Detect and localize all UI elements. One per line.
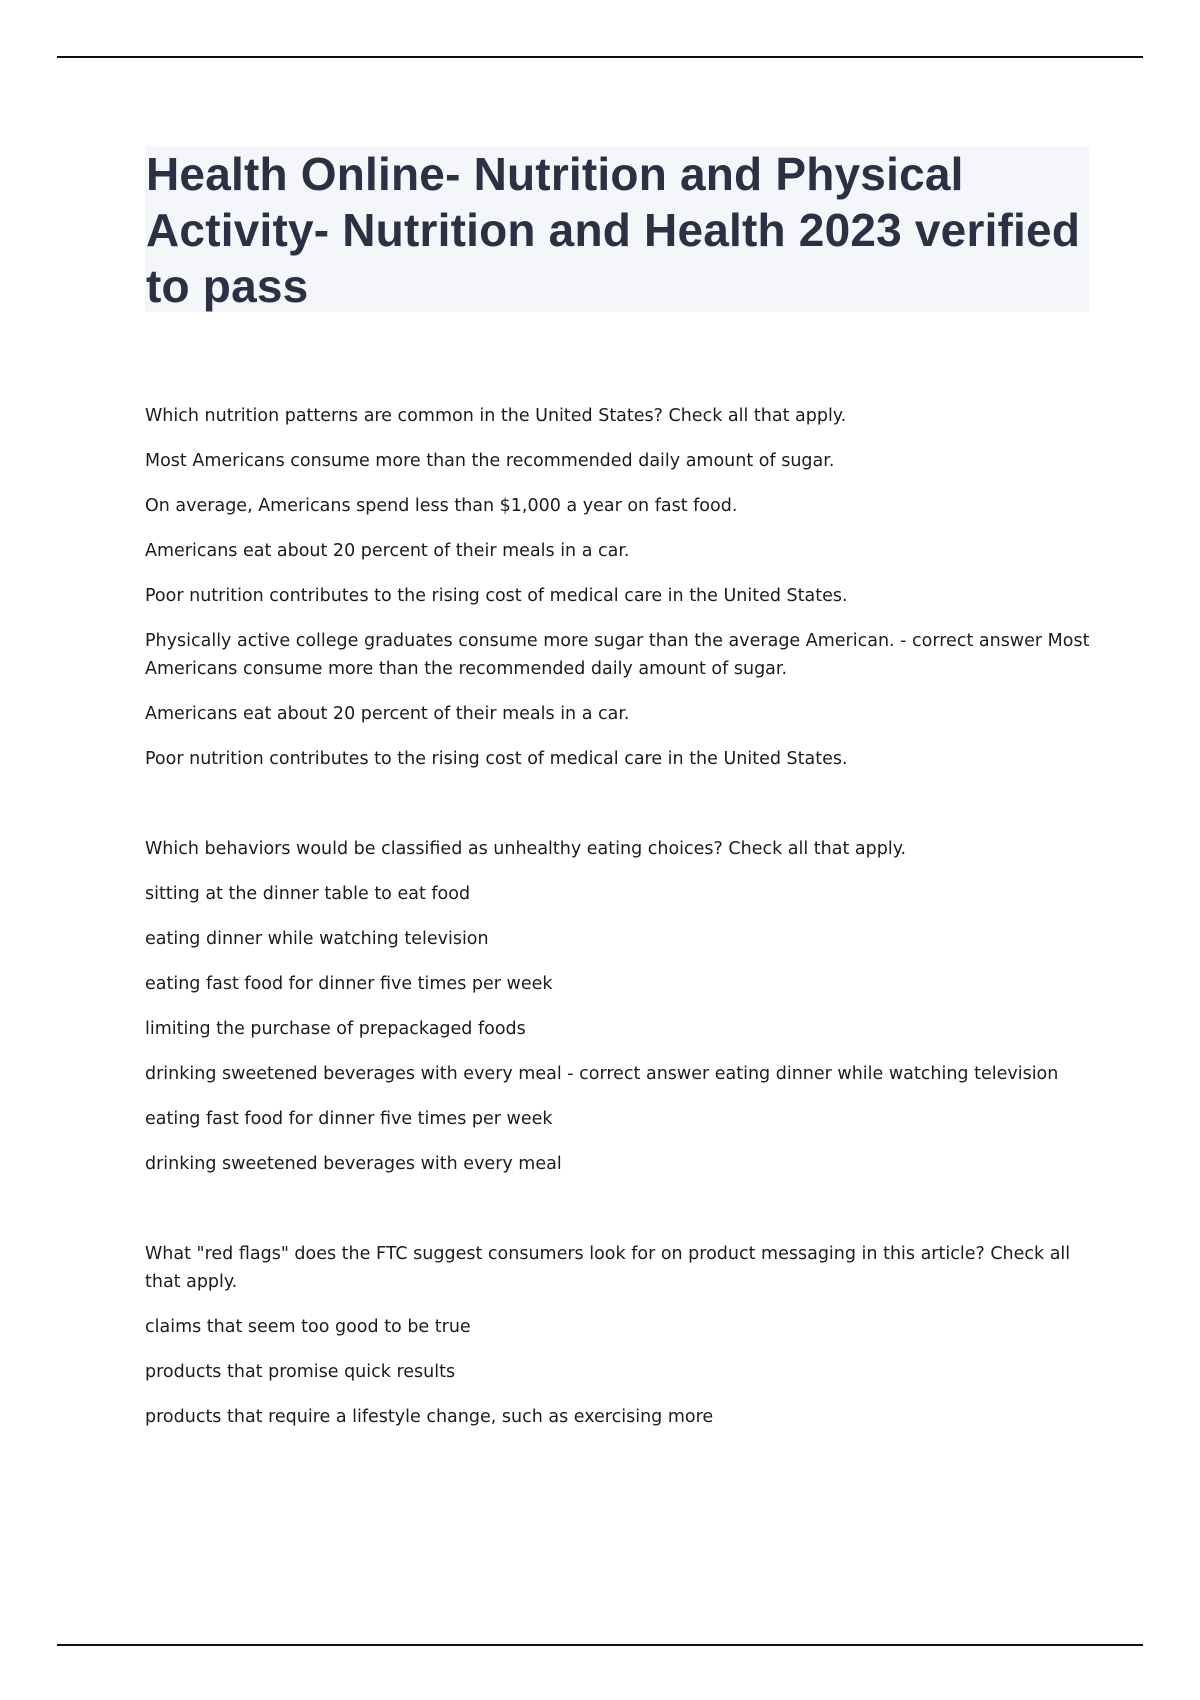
correct-answer-line: eating fast food for dinner five times per week xyxy=(145,1109,553,1129)
answer-option: On average, Americans spend less than $1,000 a year on fast food. xyxy=(145,496,738,516)
answer-option-with-correct-answer: Physically active college graduates consume more sugar than the average American. - correct answer Most Americans consume more than the recommended daily amount of sugar. xyxy=(145,631,1090,679)
section-spacer xyxy=(145,790,1095,835)
answer-option: sitting at the dinner table to eat food xyxy=(145,884,471,904)
answer-option: eating fast food for dinner five times per week xyxy=(145,974,553,994)
question-block-2 xyxy=(145,835,1095,1178)
question-block-3 xyxy=(145,1240,1095,1431)
answer-option: limiting the purchase of prepackaged foods xyxy=(145,1019,526,1039)
correct-answer-line: Poor nutrition contributes to the rising cost of medical care in the United States. xyxy=(145,749,848,769)
correct-answer-line: Americans eat about 20 percent of their meals in a car. xyxy=(145,704,630,724)
answer-option: Poor nutrition contributes to the rising cost of medical care in the United States. xyxy=(145,586,848,606)
answer-option: Most Americans consume more than the recommended daily amount of sugar. xyxy=(145,451,835,471)
question-text: What "red flags" does the FTC suggest consumers look for on product messaging in this article? Check all that apply. xyxy=(145,1244,1071,1292)
answer-option-with-correct-answer: drinking sweetened beverages with every meal - correct answer eating dinner while watching television xyxy=(145,1064,1059,1084)
title-banner xyxy=(145,146,1089,312)
answer-option: products that require a lifestyle change, such as exercising more xyxy=(145,1407,714,1427)
answer-option: eating dinner while watching television xyxy=(145,929,489,949)
document-title: Health Online- Nutrition and Physical Activity- Nutrition and Health 2023 verified to pass xyxy=(146,148,1081,312)
document-body xyxy=(145,402,1095,1448)
correct-answer-line: drinking sweetened beverages with every meal xyxy=(145,1154,562,1174)
top-rule xyxy=(57,56,1143,58)
section-spacer xyxy=(145,1195,1095,1240)
question-text: Which behaviors would be classified as unhealthy eating choices? Check all that apply. xyxy=(145,839,907,859)
bottom-rule xyxy=(57,1644,1143,1646)
answer-option: claims that seem too good to be true xyxy=(145,1317,471,1337)
question-text: Which nutrition patterns are common in the United States? Check all that apply. xyxy=(145,406,847,426)
question-block-1 xyxy=(145,402,1095,773)
answer-option: products that promise quick results xyxy=(145,1362,456,1382)
answer-option: Americans eat about 20 percent of their meals in a car. xyxy=(145,541,630,561)
